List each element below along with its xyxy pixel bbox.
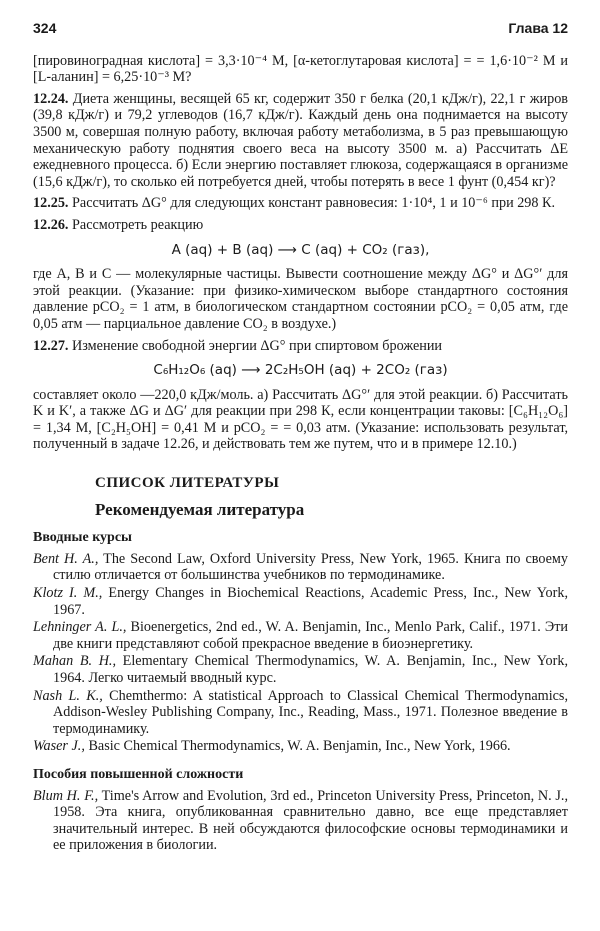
advanced-reference-list [33,788,568,854]
reaction-equation: C₆H₁₂O₆ (aq) ⟶ 2C₂H₅OH (aq) + 2CO₂ (газ) [153,362,448,379]
page-header [33,20,568,37]
reference-author: Klotz I. M., [33,585,103,602]
problem-text: Рассмотреть реакцию [72,216,204,233]
reference-author: Blum H. F., [33,787,99,804]
reference-item [33,688,568,738]
problem-number: 12.24. [33,90,69,107]
reference-text: Elementary Chemical Thermodynamics, W. A. Benjamin, Inc., New York, 1964. Легко читаемый вводный курс. [53,653,568,686]
reference-item [33,551,568,584]
reference-author: Mahan B. H., [33,653,117,670]
reference-author: Nash L. K., [33,687,103,704]
chapter-title: Глава 12 [508,20,568,36]
reference-item [33,653,568,686]
continued-text: [пировиноградная кислота] = 3,3·10⁻⁴ М, [α-кетоглутаровая кислота] = = 1,6·10⁻² М и [L-аланин] = 6,25·10⁻³ М? [33,52,568,86]
reference-item [33,738,568,755]
reference-author: Lehninger A. L., [33,619,127,636]
reference-text: Basic Chemical Thermodynamics, W. A. Benjamin, Inc., New York, 1966. [84,738,511,755]
problem-12-24 [33,91,568,191]
problem-12-26 [33,217,568,333]
reaction-equation: A (aq) + B (aq) ⟶ C (aq) + CO₂ (газ), [171,241,430,258]
page [33,20,568,855]
intro-reference-list [33,551,568,755]
problem-12-25 [33,195,568,212]
reference-text: The Second Law, Oxford University Press, New York, 1965. Книга по своему стилю отличается от большинства учебников по термодинамике. [53,550,569,584]
page-number: 324 [33,20,57,36]
reference-author: Waser J., [33,738,85,755]
problem-text: Диета женщины, весящей 65 кг, содержит 350 г белка (20,1 кДж/г), 22,1 г жиров (39,8 кДж/г) и 79,2 углеводов (16,7 кДж/г). Каждый день она поднимается на высоту 3500 м, совершая полную работу, включая работу метаболизма, в 5 раз превышающую механическую работу поднятия своего веса на высоту 3500 м. а) Рассчитать ΔE ежедневного процесса. б) Если энергию поставляет глюкоза, содержащаяся в организме (15,6 кДж/г), то сколько ей потребуется дней, чтобы потерять в весе 1 фунт (0,454 кг)? [33,90,568,190]
reference-text: Bioenergetics, 2nd ed., W. A. Benjamin, Inc., Menlo Park, Calif., 1971. Эти две книги представляют собой прекрасное введение в биоэнергетику. [53,619,568,652]
problem-12-27 [33,338,568,454]
reference-item [33,788,568,854]
problem-number: 12.26. [33,216,69,233]
reference-item [33,585,568,618]
section-title: СПИСОК ЛИТЕРАТУРЫ [95,475,280,492]
problem-continuation: составляет около —220,0 кДж/моль. а) Рассчитать ΔG°′ для этой реакции. б) Рассчитать K и K′, а также ΔG и ΔG′ для реакции при 298 К, если концентрации таковы: [C₆H₁₂O₆] = 1,34 М, [C₂H₅OH] = 0,41 М и pCO₂ = = 0,03 атм. (Указание: использовать результат, полученный в задаче 12.26, и действовать тем же путем, что и в примере 12.10.) [33,386,568,453]
advanced-heading: Пособия повышенной сложности [33,766,244,782]
reference-text: Time's Arrow and Evolution, 3rd ed., Princeton University Press, Princeton, N. J., 1958. Эта книга, опубликованная сравнительно давно, все еще представляет значительный интерес. В ней обсуждаются философские основы термодинамики и ее приложения в биологии. [53,787,568,854]
reference-text: Energy Changes in Biochemical Reactions, Academic Press, Inc., New York, 1967. [53,585,568,618]
problem-number: 12.25. [33,195,69,212]
problem-text: Изменение свободной энергии ΔG° при спиртовом брожении [72,337,443,354]
reference-item [33,619,568,652]
problem-continuation: где A, B и C — молекулярные частицы. Вывести соотношение между ΔG° и ΔG°′ для этой реакции. (Указание: при физико-химическом выборе стандартного состояния давление pCO₂ = 1 атм, в биологическом стандартном состоянии pCO₂ = 0,05 атм, где 0,05 атм — парциальное давление CO₂ в воздухе.) [33,266,568,332]
problem-number: 12.27. [33,337,69,354]
subsection-title: Рекомендуемая литература [95,499,305,519]
intro-heading: Вводные курсы [33,530,132,546]
reference-text: Chemthermo: A statistical Approach to Classical Chemical Thermodynamics, Addison-Wesley Publishing Company, Inc., Reading, Mass., 1971. Полезное введение в термодинамику. [53,687,568,737]
problem-text: Рассчитать ΔG° для следующих констант равновесия: 1·10⁴, 1 и 10⁻⁶ при 298 К. [72,195,556,212]
reference-author: Bent H. A., [33,550,99,567]
